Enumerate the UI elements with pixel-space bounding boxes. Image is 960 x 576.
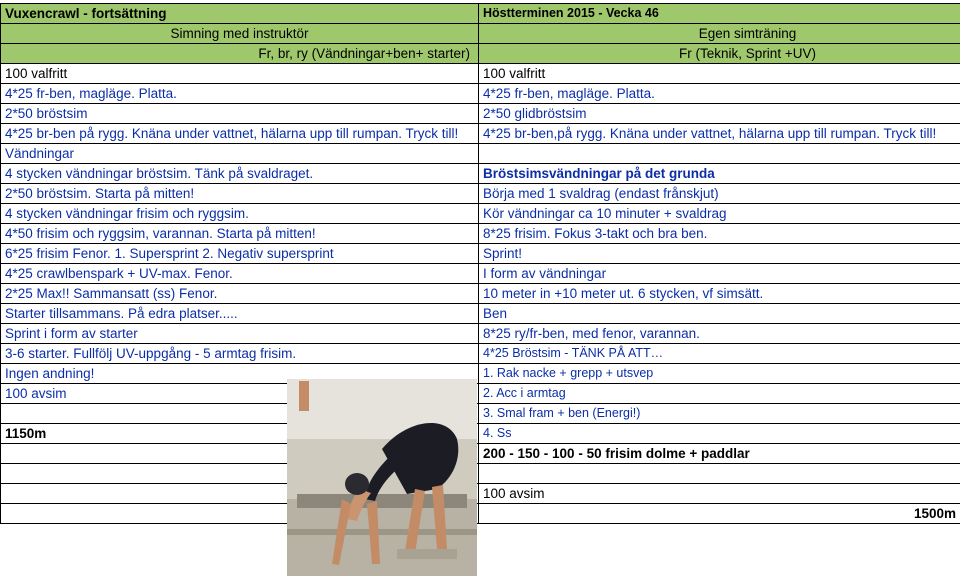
left-row: Vändningar [1,144,479,164]
right-total: 1500m [479,504,960,524]
left-row: 4*25 br-ben på rygg. Knäna under vattnet, hälarna upp till rumpan. Tryck till! [1,124,479,144]
left-row: Starter tillsammans. På edra platser..... [1,304,479,324]
right-row: 8*25 frisim. Fokus 3-takt och bra ben. [479,224,960,244]
right-row: 4*25 Bröstsim - TÄNK PÅ ATT… [479,344,960,364]
left-total: 1150m [1,424,479,444]
right-row: Ben [479,304,960,324]
right-row: 100 valfritt [479,64,960,84]
right-row: 4. Ss [479,424,960,444]
right-row: 8*25 ry/fr-ben, med fenor, varannan. [479,324,960,344]
right-row: 100 avsim [479,484,960,504]
left-row: 100 valfritt [1,64,479,84]
left-row: 2*50 bröstsim [1,104,479,124]
right-row: 3. Smal fram + ben (Energi!) [479,404,960,424]
left-row: 6*25 frisim Fenor. 1. Supersprint 2. Negativ supersprint [1,244,479,264]
right-row: I form av vändningar [479,264,960,284]
right-row: 4*25 fr-ben, magläge. Platta. [479,84,960,104]
right-row [479,144,960,164]
right-row: 200 - 150 - 100 - 50 frisim dolme + paddlar [479,444,960,464]
left-row: Ingen andning! [1,364,479,384]
right-row: Sprint! [479,244,960,264]
swimmer-start-photo [287,379,477,576]
right-row: Kör vändningar ca 10 minuter + svaldrag [479,204,960,224]
right-row: 1. Rak nacke + grepp + utsvep [479,364,960,384]
left-row: 2*50 bröstsim. Starta på mitten! [1,184,479,204]
right-subheading: Fr (Teknik, Sprint +UV) [479,44,960,64]
sheet-title: Vuxencrawl - fortsättning [1,4,479,24]
left-row: 2*25 Max!! Sammansatt (ss) Fenor. [1,284,479,304]
right-row: Bröstsimsvändningar på det grunda [479,164,960,184]
left-row: 4 stycken vändningar bröstsim. Tänk på svaldraget. [1,164,479,184]
right-row: 4*25 br-ben,på rygg. Knäna under vattnet, hälarna upp till rumpan. Tryck till! [479,124,960,144]
right-heading: Egen simträning [479,24,960,44]
left-row: 100 avsim [1,384,479,404]
left-heading: Simning med instruktör [1,24,479,44]
left-row: 4*25 crawlbenspark + UV-max. Fenor. [1,264,479,284]
right-row: Börja med 1 svaldrag (endast frånskjut) [479,184,960,204]
left-row: 4 stycken vändningar frisim och ryggsim. [1,204,479,224]
right-row: 2. Acc i armtag [479,384,960,404]
swimmer-illustration [287,379,477,576]
term-label: Höstterminen 2015 - Vecka 46 [479,4,960,24]
right-row [479,464,960,484]
training-table [0,3,960,524]
right-row: 2*50 glidbröstsim [479,104,960,124]
right-row: 10 meter in +10 meter ut. 6 stycken, vf simsätt. [479,284,960,304]
left-row: 3-6 starter. Fullfölj UV-uppgång - 5 armtag frisim. [1,344,479,364]
left-row: 4*50 frisim och ryggsim, varannan. Starta på mitten! [1,224,479,244]
left-row: Sprint i form av starter [1,324,479,344]
left-row: 4*25 fr-ben, magläge. Platta. [1,84,479,104]
left-subheading: Fr, br, ry (Vändningar+ben+ starter) [1,44,479,64]
